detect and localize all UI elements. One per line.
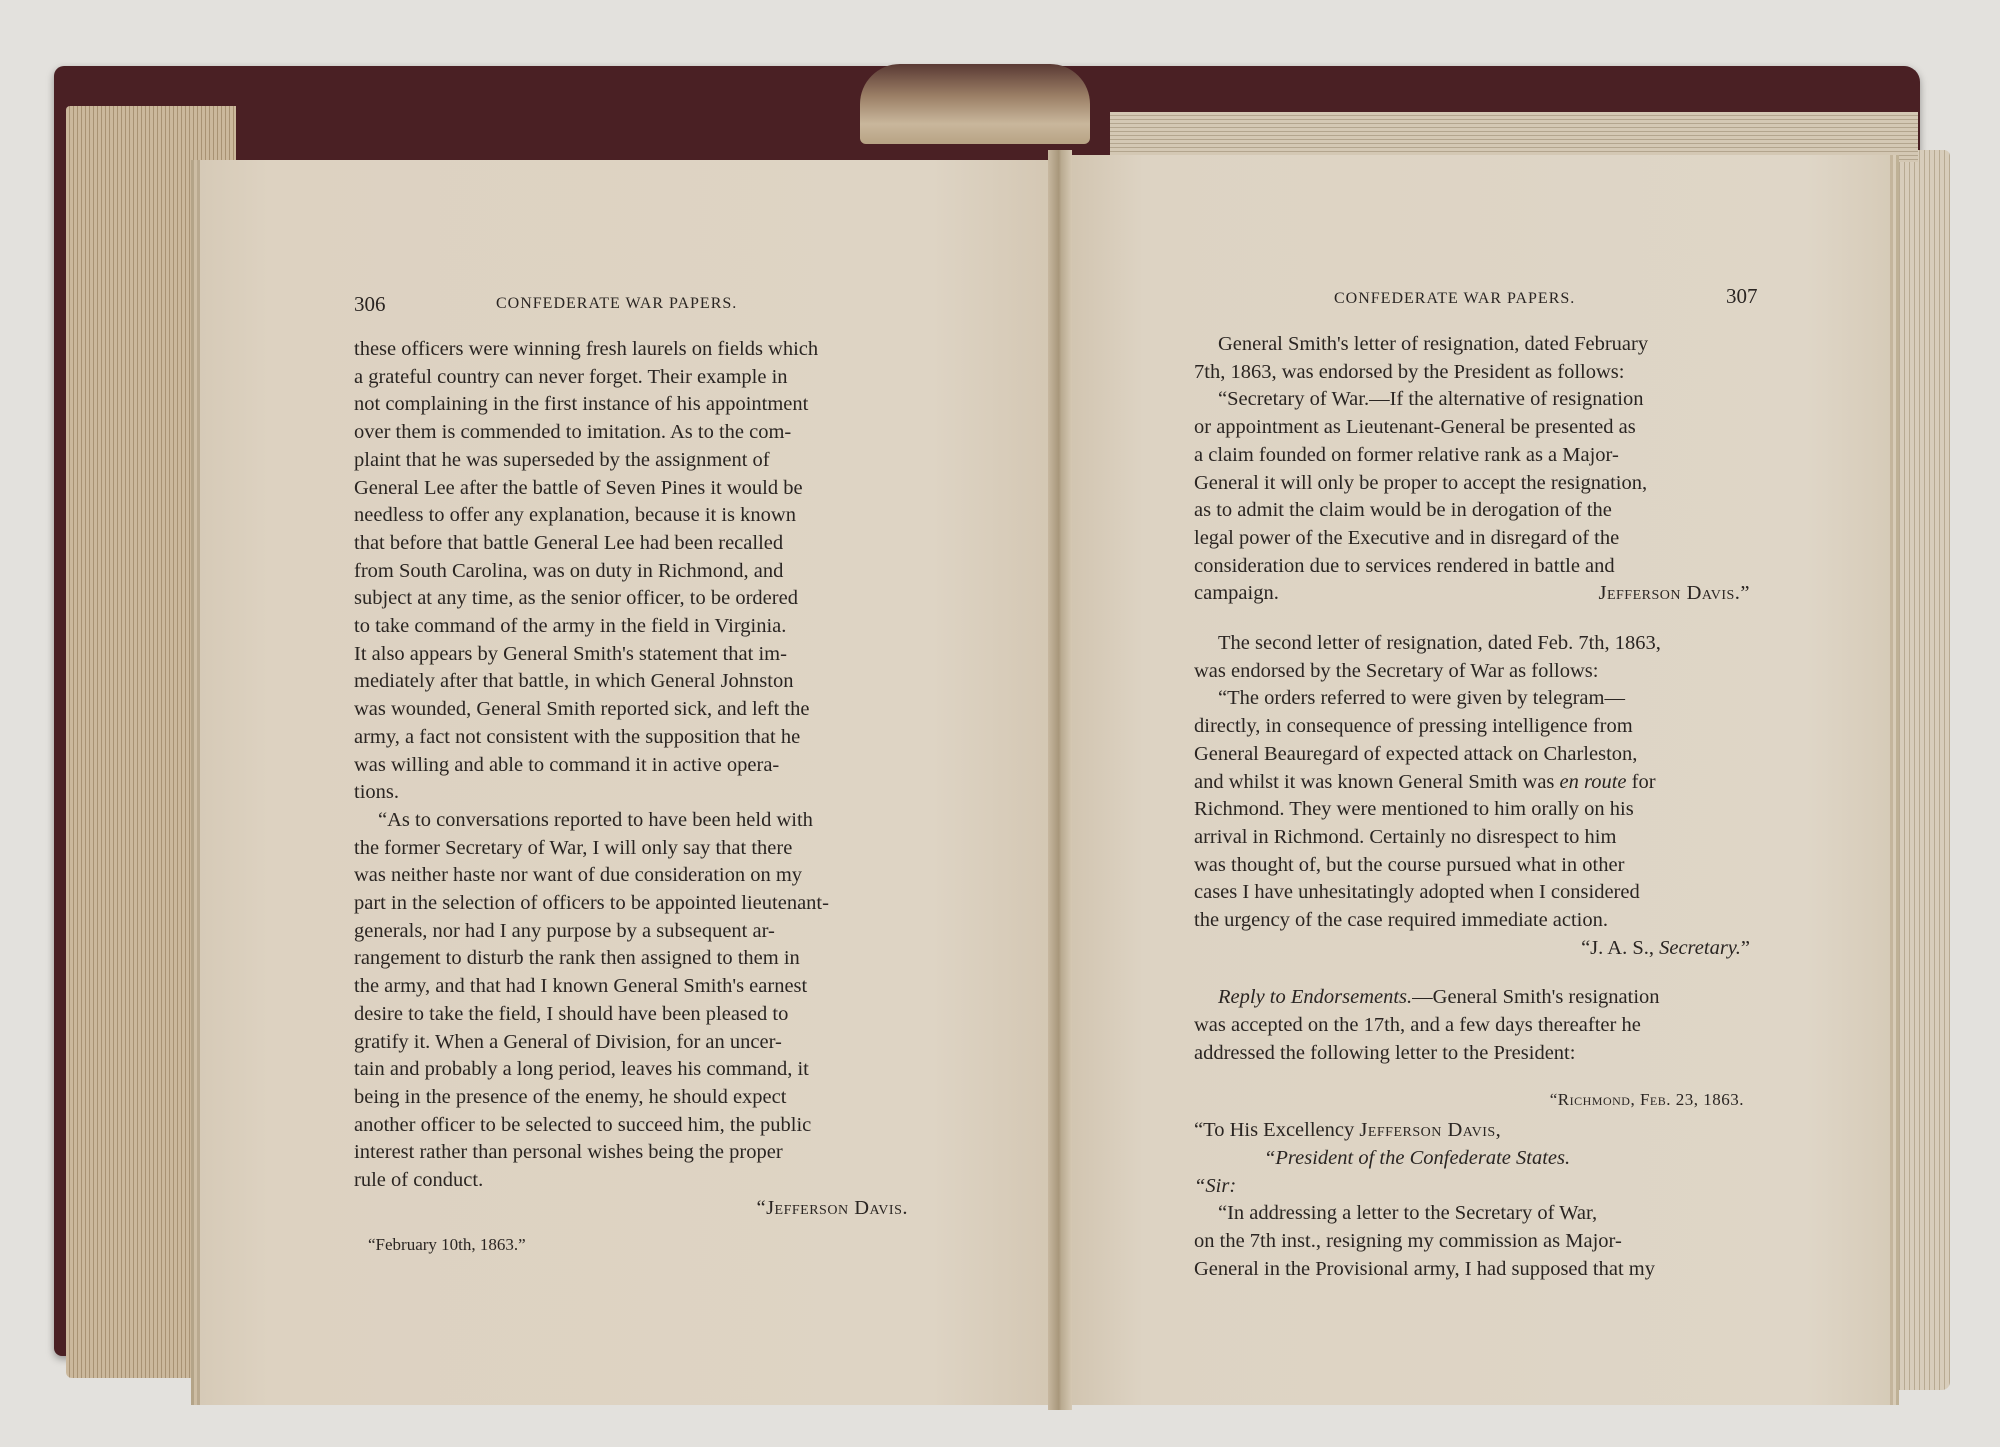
text-line: the army, and that had I known General Smith's earnest xyxy=(354,975,808,998)
text-line: on the 7th inst., resigning my commission as Major- xyxy=(1194,1230,1622,1253)
text-fragment: campaign. xyxy=(1194,582,1279,605)
text-line: a grateful country can never forget. Their example in xyxy=(354,365,788,388)
text-fragment: “To His Excellency xyxy=(1194,1119,1360,1142)
text-line: not complaining in the first instance of his appointment xyxy=(354,393,809,416)
text-fragment: —General Smith's resignation xyxy=(1412,986,1660,1009)
text-line: “Secretary of War.—If the alternative of resignation xyxy=(1218,388,1644,411)
right-para-4 xyxy=(1194,685,1764,962)
text-line: It also appears by General Smith's statement that im- xyxy=(354,642,787,665)
text-line: General Lee after the battle of Seven Pines it would be xyxy=(354,476,803,499)
text-line: was endorsed by the Secretary of War as follows: xyxy=(1194,659,1599,682)
text-line: consideration due to services rendered in battle and xyxy=(1194,554,1615,577)
text-line: addressed the following letter to the President: xyxy=(1194,1041,1576,1064)
text-line: General Beauregard of expected attack on Charleston, xyxy=(1194,742,1638,765)
text-line: arrival in Richmond. Certainly no disrespect to him xyxy=(1194,825,1617,848)
left-signature: “Jefferson Davis. xyxy=(756,1196,908,1219)
text-line: tain and probably a long period, leaves his command, it xyxy=(354,1058,809,1081)
right-para-3 xyxy=(1194,630,1764,685)
text-fragment: en route xyxy=(1559,770,1627,793)
book-spine xyxy=(860,64,1090,144)
right-page-body xyxy=(1194,331,1764,1284)
text-line: a claim founded on former relative rank as a Major- xyxy=(1194,443,1619,466)
book-gutter xyxy=(1048,150,1072,1410)
text-line: General in the Provisional army, I had supposed that my xyxy=(1194,1257,1655,1280)
text-fragment: ” xyxy=(1740,936,1750,959)
text-line: plaint that he was superseded by the assignment of xyxy=(354,448,770,471)
section-heading: Reply to Endorsements. xyxy=(1218,986,1413,1009)
text-line: legal power of the Executive and in disregard of the xyxy=(1194,526,1620,549)
text-line: part in the selection of officers to be appointed lieutenant- xyxy=(354,892,829,915)
letter-dateline: “Richmond, Feb. 23, 1863. xyxy=(1549,1089,1744,1109)
text-line: desire to take the field, I should have been pleased to xyxy=(354,1002,789,1025)
text-fragment: Secretary. xyxy=(1659,936,1741,959)
text-line: Richmond. They were mentioned to him orally on his xyxy=(1194,798,1634,821)
text-line: was neither haste nor want of due consideration on my xyxy=(354,864,803,887)
text-fragment: and whilst it was known General Smith was xyxy=(1194,770,1560,793)
text-line xyxy=(1194,580,1764,608)
text-line: army, a fact not consistent with the supposition that he xyxy=(354,725,801,748)
text-line: another officer to be selected to succeed him, the public xyxy=(354,1113,812,1136)
right-page-number: 307 xyxy=(1726,284,1758,308)
text-line: being in the presence of the enemy, he should expect xyxy=(354,1085,787,1108)
text-line: was wounded, General Smith reported sick, and left the xyxy=(354,698,810,721)
text-line: “In addressing a letter to the Secretary of War, xyxy=(1218,1202,1598,1225)
text-line: directly, in consequence of pressing intelligence from xyxy=(1194,715,1633,738)
text-line: tions. xyxy=(354,781,399,804)
text-line: cases I have unhesitatingly adopted when I considered xyxy=(1194,881,1640,904)
text-line: was willing and able to command it in active opera- xyxy=(354,753,780,776)
signature-jas xyxy=(1194,935,1764,963)
right-running-header: CONFEDERATE WAR PAPERS. xyxy=(1334,290,1576,307)
text-line: generals, nor had I any purpose by a subsequent ar- xyxy=(354,919,775,942)
text-line: these officers were winning fresh laurels on fields which xyxy=(354,338,819,360)
left-para-1 xyxy=(354,336,928,807)
text-fragment: for xyxy=(1626,770,1656,793)
text-line: was thought of, but the course pursued what in other xyxy=(1194,853,1625,876)
text-line: The second letter of resignation, dated Feb. 7th, 1863, xyxy=(1218,632,1661,655)
letter-salutation xyxy=(1194,1117,1764,1145)
signature-davis: Jefferson Davis.” xyxy=(1598,582,1750,605)
text-line: General it will only be proper to accept the resignation, xyxy=(1194,471,1648,494)
right-para-1 xyxy=(1194,331,1764,386)
text-line: mediately after that battle, in which General Johnston xyxy=(354,670,794,693)
text-line: rangement to disturb the rank then assigned to them in xyxy=(354,947,800,970)
left-date-line: “February 10th, 1863.” xyxy=(368,1234,526,1254)
left-page-body xyxy=(354,336,928,1258)
text-line: to take command of the army in the field in Virginia. xyxy=(354,615,787,638)
text-line: General Smith's letter of resignation, dated February xyxy=(1218,333,1649,355)
text-fragment: “J. A. S., xyxy=(1581,936,1660,959)
text-line xyxy=(1194,984,1764,1012)
text-line: gratify it. When a General of Division, for an uncer- xyxy=(354,1030,782,1053)
text-line: the former Secretary of War, I will only say that there xyxy=(354,836,793,859)
letter-addressee-title: “President of the Confederate States. xyxy=(1264,1146,1571,1169)
left-running-header: CONFEDERATE WAR PAPERS. xyxy=(496,295,738,312)
right-para-2 xyxy=(1194,386,1764,608)
right-para-6 xyxy=(1194,1200,1764,1283)
text-line: as to admit the claim would be in derogation of the xyxy=(1194,499,1612,522)
text-line: “The orders referred to were given by telegram— xyxy=(1218,687,1625,710)
paragraph-gap xyxy=(1194,608,1764,630)
text-line: over them is commended to imitation. As to the com- xyxy=(354,421,792,444)
letter-sir: “Sir: xyxy=(1194,1174,1237,1197)
text-fragment: Jefferson Davis, xyxy=(1359,1119,1502,1142)
text-line: “As to conversations reported to have been held with xyxy=(378,808,813,831)
text-line: interest rather than personal wishes being the proper xyxy=(354,1141,783,1164)
left-para-2 xyxy=(354,807,928,1195)
text-line: rule of conduct. xyxy=(354,1169,484,1192)
text-line: that before that battle General Lee had been recalled xyxy=(354,531,784,554)
paragraph-gap xyxy=(1194,962,1764,984)
text-line: 7th, 1863, was endorsed by the President as follows: xyxy=(1194,360,1625,383)
text-line xyxy=(1194,769,1764,797)
text-line: or appointment as Lieutenant-General be presented as xyxy=(1194,416,1636,439)
left-page-number: 306 xyxy=(354,292,386,316)
text-line: the urgency of the case required immediate action. xyxy=(1194,909,1609,932)
text-line: needless to offer any explanation, because it is known xyxy=(354,504,796,527)
text-line: was accepted on the 17th, and a few days thereafter he xyxy=(1194,1014,1641,1037)
text-line: subject at any time, as the senior officer, to be ordered xyxy=(354,587,798,610)
text-line: from South Carolina, was on duty in Richmond, and xyxy=(354,559,784,582)
right-para-5 xyxy=(1194,984,1764,1067)
